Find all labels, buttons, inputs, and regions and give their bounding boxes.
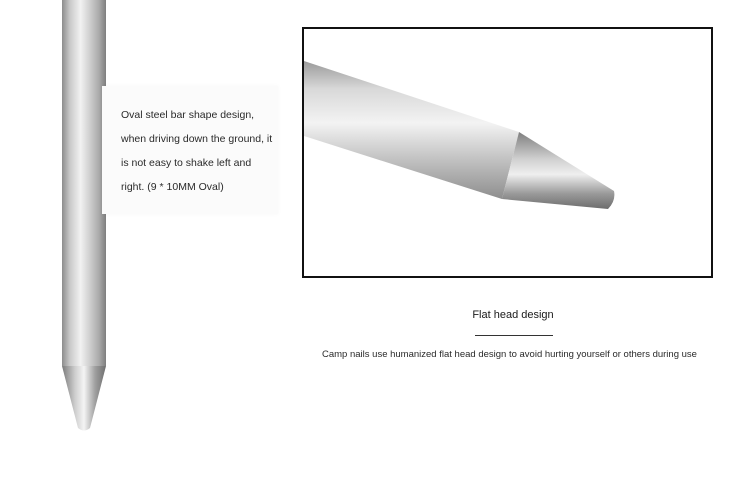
oval-bar-callout [102,86,278,214]
stake-rod [62,0,106,366]
steel-stake-image [55,0,115,435]
tip-closeup-frame [302,27,713,278]
closeup-cone [502,132,614,209]
flat-head-title: Flat head design [472,309,554,321]
tip-closeup-image [304,29,711,276]
stake-tip [62,366,106,431]
title-underline [475,335,553,336]
flat-head-description: Camp nails use humanized flat head design to avoid hurting yourself or others during use [322,349,697,360]
oval-bar-description: Oval steel bar shape design, when driving down the ground, it is not easy to shake left and right. (9 * 10MM Oval) [121,109,273,193]
closeup-bar [304,61,519,199]
